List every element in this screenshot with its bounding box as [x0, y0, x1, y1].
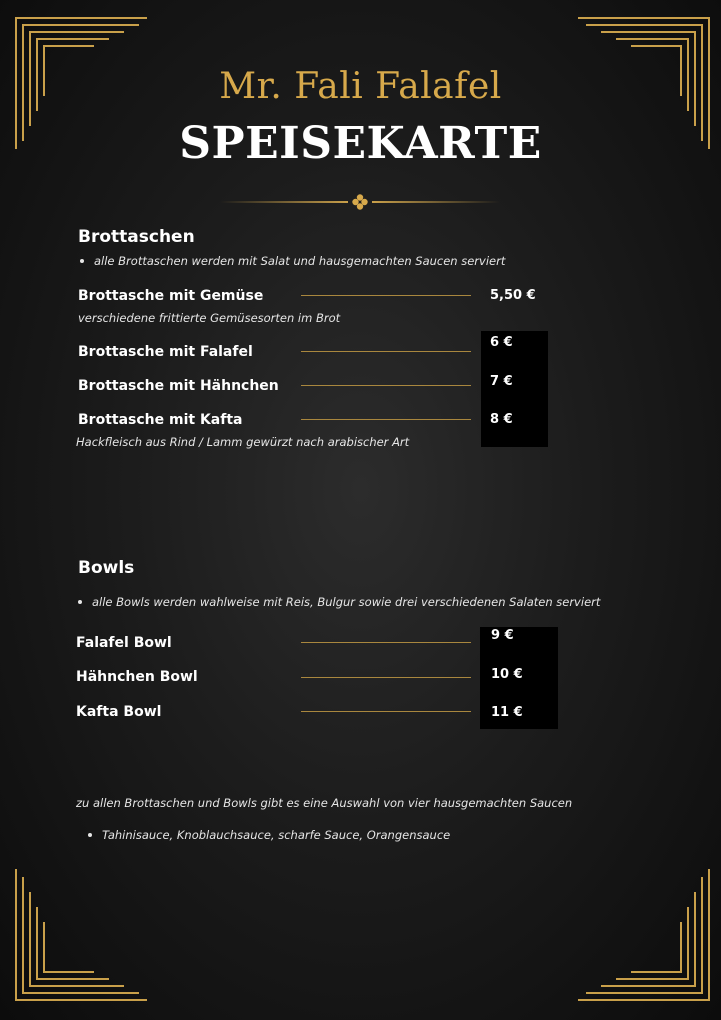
leader-line [301, 295, 471, 296]
menu-item-price: 11 € [491, 705, 523, 720]
corner-ornament-bottom-right [576, 867, 711, 1002]
menu-item-name: Kafta Bowl [76, 704, 162, 720]
menu-item-price: 10 € [491, 667, 523, 682]
sauce-list-text: Tahinisauce, Knoblauchsauce, scharfe Sauce, Orangensauce [102, 828, 451, 842]
leader-line [301, 419, 471, 420]
menu-item-description: verschiedene frittierte Gemüsesorten im Brot [78, 311, 341, 325]
section-title-bowls: Bowls [78, 558, 135, 578]
menu-item-price: 5,50 € [490, 288, 536, 303]
menu-item-price: 6 € [490, 335, 513, 350]
menu-item-price: 9 € [491, 628, 514, 643]
menu-item-description: Hackfleisch aus Rind / Lamm gewürzt nach arabischer Art [76, 435, 410, 449]
page-title: SPEISEKARTE [179, 118, 542, 169]
note-text: alle Brottaschen werden mit Salat und hausgemachten Saucen serviert [94, 254, 506, 268]
menu-item-price: 8 € [490, 412, 513, 427]
bullet-dot [88, 833, 92, 837]
menu-item-name: Hähnchen Bowl [76, 669, 198, 685]
menu-item-name: Brottasche mit Gemüse [78, 288, 264, 304]
note-text: alle Bowls werden wahlweise mit Reis, Bulgur sowie drei verschiedenen Salaten serviert [92, 595, 601, 609]
sauce-list [88, 828, 450, 842]
menu-item-price: 7 € [490, 374, 513, 389]
leader-line [301, 642, 471, 643]
leader-line [301, 677, 471, 678]
menu-item-name: Falafel Bowl [76, 635, 172, 651]
leader-line [301, 385, 471, 386]
sauce-note: zu allen Brottaschen und Bowls gibt es eine Auswahl von vier hausgemachten Saucen [76, 796, 573, 810]
leader-line [301, 711, 471, 712]
ornament-divider [220, 193, 500, 211]
section-note-brottaschen [80, 254, 505, 268]
menu-item-name: Brottasche mit Falafel [78, 344, 253, 360]
bullet-dot [78, 600, 82, 604]
section-title-brottaschen: Brottaschen [78, 227, 195, 247]
bullet-dot [80, 259, 84, 263]
corner-ornament-bottom-left [14, 867, 149, 1002]
menu-item-name: Brottasche mit Hähnchen [78, 378, 279, 394]
leader-line [301, 351, 471, 352]
section-note-bowls [78, 595, 600, 609]
menu-item-name: Brottasche mit Kafta [78, 412, 243, 428]
restaurant-name: Mr. Fali Falafel [219, 66, 502, 107]
